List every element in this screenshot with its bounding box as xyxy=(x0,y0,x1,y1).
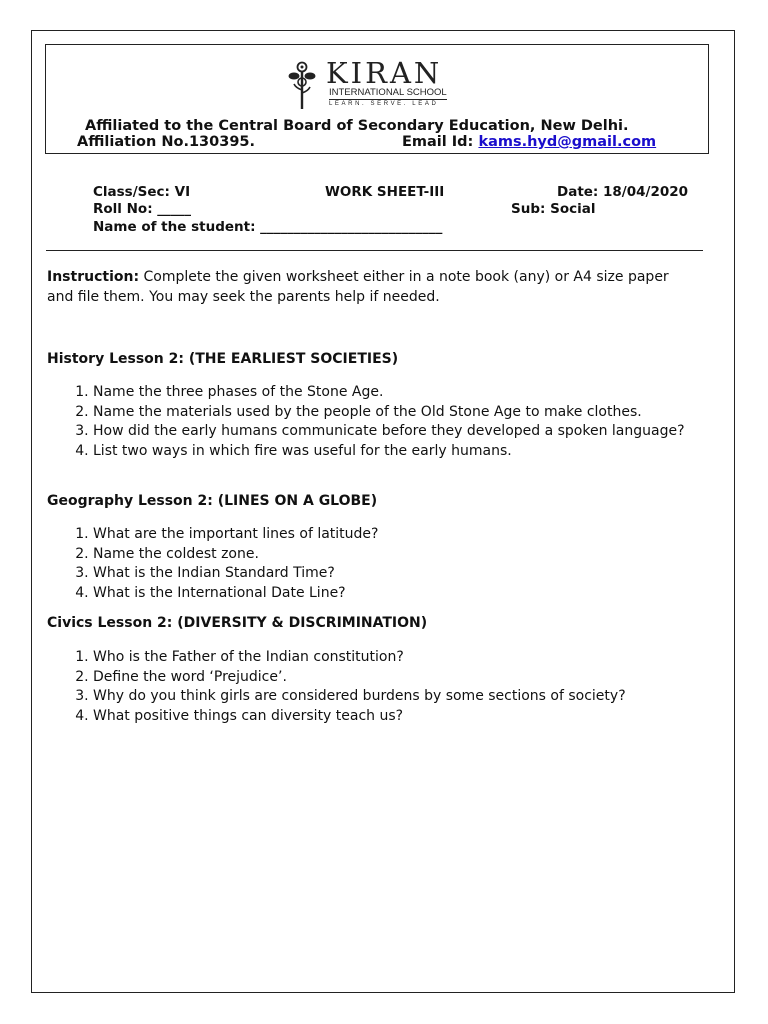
question-item: 4. What positive things can diversity teach us? xyxy=(93,707,713,727)
instruction-label: Instruction: xyxy=(47,269,140,285)
email-label: Email Id: xyxy=(402,134,474,150)
flower-logo-icon xyxy=(288,60,318,110)
affiliation-text: Affiliated to the Central Board of Secondary Education, New Delhi. xyxy=(85,118,629,134)
email-link[interactable]: kams.hyd@gmail.com xyxy=(478,134,657,150)
student-name-field: Name of the student: ___________________________ xyxy=(93,219,443,235)
question-item: 2. Define the word ‘Prejudice’. xyxy=(93,668,713,688)
class-section: Class/Sec: VI xyxy=(93,184,191,200)
question-item: 1. What are the important lines of latitude? xyxy=(93,525,713,545)
email-row xyxy=(402,134,656,150)
question-item: 3. What is the Indian Standard Time? xyxy=(93,564,713,584)
question-item: 2. Name the coldest zone. xyxy=(93,545,713,565)
school-tagline: LEARN. SERVE. LEAD xyxy=(329,101,439,107)
instruction-text: Complete the given worksheet either in a note book (any) or A4 size paper and file them. You may seek the parents help if needed. xyxy=(47,269,669,305)
divider xyxy=(46,250,703,251)
subject: Sub: Social xyxy=(511,201,596,217)
history-section-title: History Lesson 2: (THE EARLIEST SOCIETIES) xyxy=(47,351,399,367)
instruction xyxy=(47,268,697,307)
civics-question-list xyxy=(47,648,713,726)
worksheet-date: Date: 18/04/2020 xyxy=(557,184,689,200)
school-subtitle: INTERNATIONAL SCHOOL xyxy=(329,87,447,98)
civics-section-title: Civics Lesson 2: (DIVERSITY & DISCRIMINATION) xyxy=(47,615,428,631)
worksheet-title: WORK SHEET-III xyxy=(325,184,445,200)
geography-question-list xyxy=(47,525,713,603)
question-item: 3. How did the early humans communicate before they developed a spoken language? xyxy=(93,422,713,442)
question-item: 4. List two ways in which fire was useful for the early humans. xyxy=(93,442,713,462)
question-item: 3. Why do you think girls are considered burdens by some sections of society? xyxy=(93,687,713,707)
roll-number: Roll No: _____ xyxy=(93,201,192,217)
affiliation-number: Affiliation No.130395. xyxy=(77,134,256,150)
geography-section-title: Geography Lesson 2: (LINES ON A GLOBE) xyxy=(47,493,378,509)
school-logo xyxy=(288,56,463,112)
question-item: 1. Name the three phases of the Stone Age. xyxy=(93,383,713,403)
history-question-list xyxy=(47,383,713,461)
question-item: 2. Name the materials used by the people of the Old Stone Age to make clothes. xyxy=(93,403,713,423)
question-item: 4. What is the International Date Line? xyxy=(93,584,713,604)
page-border xyxy=(31,30,735,993)
question-item: 1. Who is the Father of the Indian constitution? xyxy=(93,648,713,668)
school-name: KIRAN xyxy=(326,56,443,90)
